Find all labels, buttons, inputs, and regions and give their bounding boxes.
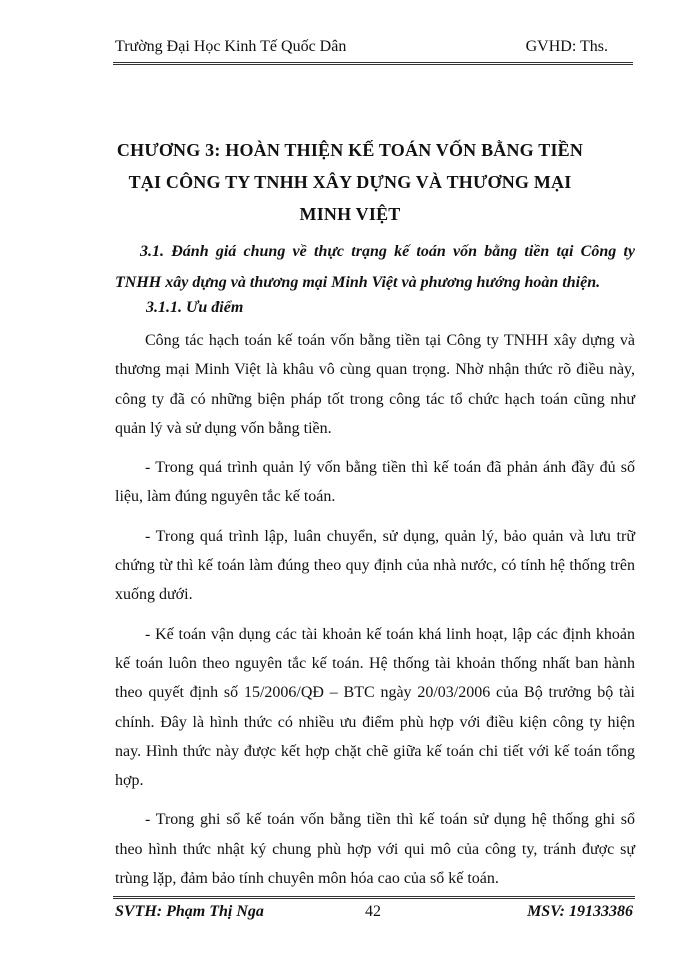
header-school: Trường Đại Học Kinh Tế Quốc Dân — [115, 38, 347, 55]
paragraph: Công tác hạch toán kế toán vốn bằng tiền tại Công ty TNHH xây dựng và thương mại Minh Việt là khâu vô cùng quan trọng. Nhờ nhận thức rõ điều này, công ty đã có những biện pháp tốt trong công tác tổ chức hạch toán cũng như quản lý và sử dụng vốn bằng tiền. — [115, 332, 635, 437]
paragraph: - Trong quá trình lập, luân chuyển, sử dụng, quản lý, bảo quản và lưu trữ chứng từ thì kế toán làm đúng theo quy định của nhà nước, có tính hệ thống trên xuống dưới. — [115, 527, 635, 604]
page-number: 42 — [365, 903, 381, 920]
chapter-title-line-2: TẠI CÔNG TY TNHH XÂY DỰNG VÀ THƯƠNG MẠI — [128, 172, 572, 192]
paragraph: - Trong quá trình quản lý vốn bằng tiền thì kế toán đã phản ánh đầy đủ số liệu, làm đúng nguyên tắc kế toán. — [115, 459, 635, 506]
header-advisor: GVHD: Ths. — [525, 38, 608, 55]
page-header — [115, 38, 608, 56]
chapter-title — [100, 134, 600, 230]
subsection-title: 3.1.1. Ưu điểm — [146, 299, 244, 316]
chapter-title-line-3: MINH VIỆT — [299, 204, 401, 224]
chapter-title-line-1: CHƯƠNG 3: HOÀN THIỆN KẾ TOÁN VỐN BẰNG TIỀN — [116, 140, 584, 160]
page-footer — [115, 903, 633, 921]
footer-student-id: MSV: 19133386 — [527, 903, 633, 920]
body-text — [115, 326, 635, 903]
footer-student: SVTH: Phạm Thị Nga — [115, 903, 264, 920]
header-divider — [113, 62, 633, 65]
paragraph: - Trong ghi sổ kế toán vốn bằng tiền thì kế toán sử dụng hệ thống ghi sổ theo hình thức nhật ký chung phù hợp với qui mô của công ty, tránh được sự trùng lặp, đảm bảo tính chuyên môn hóa cao của sổ kế toán. — [115, 811, 635, 888]
footer-divider — [113, 896, 635, 899]
paragraph: - Kế toán vận dụng các tài khoản kế toán khá linh hoạt, lập các định khoản kế toán luôn theo nguyên tắc kế toán. Hệ thống tài khoản thống nhất ban hành theo quyết định số 15/2006/QĐ – BTC ngày 20/03/2006 của Bộ trưởng bộ tài chính. Đây là hình thức có nhiều ưu điểm phù hợp với điều kiện công ty hiện nay. Hình thức này được kết hợp chặt chẽ giữa kế toán chi tiết với kế toán tổng hợp. — [115, 625, 635, 790]
section-title: 3.1. Đánh giá chung về thực trạng kế toán vốn bằng tiền tại Công ty TNHH xây dựng và thương mại Minh Việt và phương hướng hoàn thiện. — [115, 243, 635, 291]
